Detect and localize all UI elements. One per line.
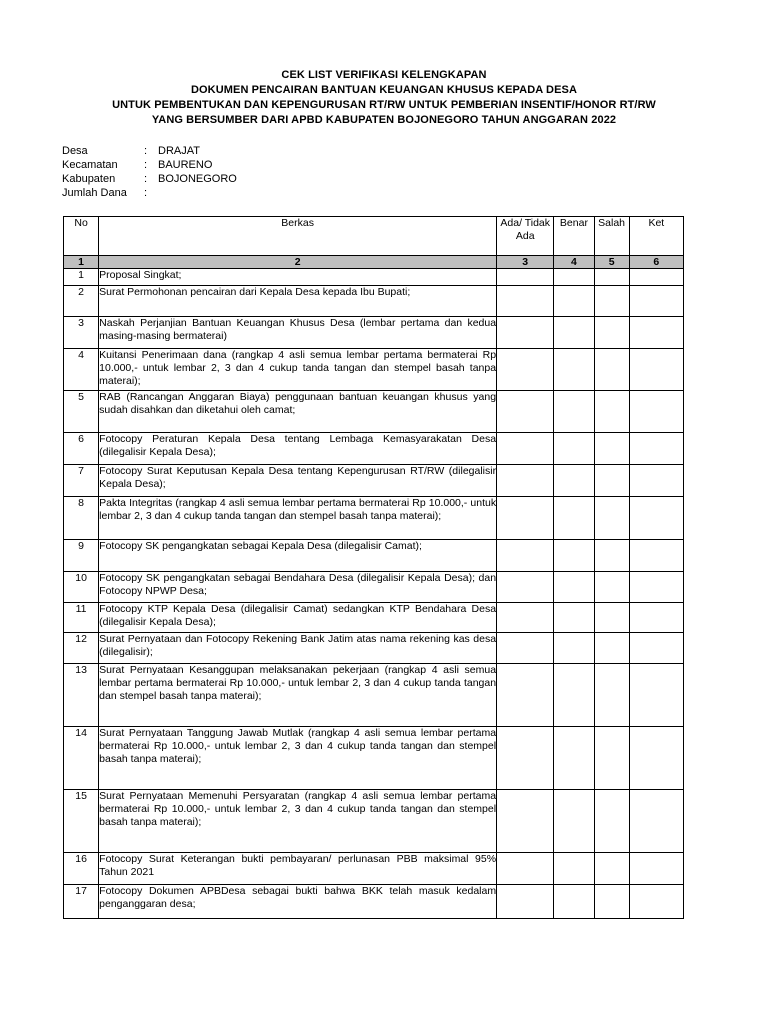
table-row: [64, 269, 684, 286]
info-desa: [62, 144, 237, 158]
row-number: 4: [64, 349, 99, 391]
ket-cell[interactable]: [629, 349, 683, 391]
row-number: 8: [64, 497, 99, 540]
row-number: 9: [64, 540, 99, 572]
table-row: [64, 633, 684, 664]
ada-cell[interactable]: [497, 391, 554, 433]
checklist-table: [63, 216, 684, 919]
row-number: 14: [64, 727, 99, 790]
info-value: DRAJAT: [158, 145, 200, 157]
benar-cell[interactable]: [554, 465, 594, 497]
ada-cell[interactable]: [497, 633, 554, 664]
info-label: Desa: [62, 145, 88, 157]
table-row: [64, 465, 684, 497]
table-row: [64, 885, 684, 919]
document-requirement: Fotocopy Dokumen APBDesa sebagai bukti bahwa BKK telah masuk kedalam penganggaran desa;: [99, 885, 497, 919]
ada-cell[interactable]: [497, 885, 554, 919]
ada-cell[interactable]: [497, 317, 554, 349]
col-header-ada: Ada/ Tidak Ada: [497, 217, 554, 256]
info-label: Kecamatan: [62, 159, 118, 171]
ket-cell[interactable]: [629, 497, 683, 540]
col-number: 5: [594, 256, 629, 269]
table-row: [64, 603, 684, 633]
benar-cell[interactable]: [554, 349, 594, 391]
ket-cell[interactable]: [629, 603, 683, 633]
salah-cell[interactable]: [594, 465, 629, 497]
document-requirement: Surat Pernyataan dan Fotocopy Rekening Bank Jatim atas nama rekening kas desa (dilegalisir);: [99, 633, 497, 664]
info-label: Kabupaten: [62, 173, 116, 185]
village-info: [62, 144, 237, 200]
document-requirement: RAB (Rancangan Anggaran Biaya) penggunaan bantuan keuangan khusus yang sudah disahkan dan diketahui oleh camat;: [99, 391, 497, 433]
ket-cell[interactable]: [629, 727, 683, 790]
table-row: [64, 664, 684, 727]
row-number: 12: [64, 633, 99, 664]
benar-cell[interactable]: [554, 433, 594, 465]
row-number: 1: [64, 269, 99, 286]
title-line-3: UNTUK PEMBENTUKAN DAN KEPENGURUSAN RT/RW UNTUK PEMBERIAN INSENTIF/HONOR RT/RW: [112, 99, 656, 111]
ada-cell[interactable]: [497, 540, 554, 572]
table-row: [64, 349, 684, 391]
document-requirement: Fotocopy SK pengangkatan sebagai Kepala Desa (dilegalisir Camat);: [99, 540, 497, 572]
ket-cell[interactable]: [629, 853, 683, 885]
benar-cell[interactable]: [554, 286, 594, 317]
table-row: [64, 391, 684, 433]
salah-cell[interactable]: [594, 727, 629, 790]
salah-cell[interactable]: [594, 885, 629, 919]
row-number: 5: [64, 391, 99, 433]
ket-cell[interactable]: [629, 465, 683, 497]
info-colon: :: [144, 145, 148, 157]
ada-cell[interactable]: [497, 853, 554, 885]
row-number: 6: [64, 433, 99, 465]
table-row: [64, 790, 684, 853]
salah-cell[interactable]: [594, 269, 629, 286]
document-requirement: Surat Permohonan pencairan dari Kepala Desa kepada Ibu Bupati;: [99, 286, 497, 317]
salah-cell[interactable]: [594, 633, 629, 664]
table-row: [64, 433, 684, 465]
salah-cell[interactable]: [594, 540, 629, 572]
document-requirement: Fotocopy SK pengangkatan sebagai Bendahara Desa (dilegalisir Kepala Desa); dan Fotocopy NPWP Desa;: [99, 572, 497, 603]
benar-cell[interactable]: [554, 603, 594, 633]
ket-cell[interactable]: [629, 790, 683, 853]
title-line-4: YANG BERSUMBER DARI APBD KABUPATEN BOJONEGORO TAHUN ANGGARAN 2022: [151, 114, 617, 126]
table-row: [64, 497, 684, 540]
salah-cell[interactable]: [594, 317, 629, 349]
info-colon: :: [144, 159, 148, 171]
document-requirement: Proposal Singkat;: [99, 269, 497, 286]
ket-cell[interactable]: [629, 540, 683, 572]
ket-cell[interactable]: [629, 391, 683, 433]
table-row: [64, 572, 684, 603]
ket-cell[interactable]: [629, 633, 683, 664]
info-colon: :: [144, 173, 148, 185]
document-requirement: Pakta Integritas (rangkap 4 asli semua lembar pertama bermaterai Rp 10.000,- untuk lembar 2, 3 dan 4 cukup tanda tangan dan stempel basah tanpa materai);: [99, 497, 497, 540]
salah-cell[interactable]: [594, 497, 629, 540]
ada-cell[interactable]: [497, 664, 554, 727]
document-requirement: Fotocopy KTP Kepala Desa (dilegalisir Camat) sedangkan KTP Bendahara Desa (dilegalisir Kepala Desa);: [99, 603, 497, 633]
salah-cell[interactable]: [594, 853, 629, 885]
document-requirement: Surat Pernyataan Kesanggupan melaksanakan pekerjaan (rangkap 4 asli semua lembar pertama bermaterai Rp 10.000,- untuk lembar 2, 3 dan 4 cukup tanda tangan dan stempel basah tanpa materai);: [99, 664, 497, 727]
salah-cell[interactable]: [594, 349, 629, 391]
document-requirement: Fotocopy Peraturan Kepala Desa tentang Lembaga Kemasyarakatan Desa (dilegalisir Kepala Desa);: [99, 433, 497, 465]
ket-cell[interactable]: [629, 572, 683, 603]
col-number: 4: [554, 256, 594, 269]
col-number: 2: [99, 256, 497, 269]
salah-cell[interactable]: [594, 286, 629, 317]
col-header-benar: Benar: [554, 217, 594, 256]
table-row: [64, 317, 684, 349]
benar-cell[interactable]: [554, 497, 594, 540]
col-number: 6: [629, 256, 683, 269]
title-line-1: CEK LIST VERIFIKASI KELENGKAPAN: [281, 69, 487, 81]
info-colon: :: [144, 187, 148, 199]
col-number: 3: [497, 256, 554, 269]
benar-cell[interactable]: [554, 572, 594, 603]
ada-cell[interactable]: [497, 286, 554, 317]
benar-cell[interactable]: [554, 317, 594, 349]
row-number: 15: [64, 790, 99, 853]
ada-cell[interactable]: [497, 572, 554, 603]
info-jumlah-dana: [62, 186, 237, 200]
ada-cell[interactable]: [497, 603, 554, 633]
row-number: 7: [64, 465, 99, 497]
salah-cell[interactable]: [594, 572, 629, 603]
row-number: 17: [64, 885, 99, 919]
col-header-no: No: [64, 217, 99, 256]
benar-cell[interactable]: [554, 633, 594, 664]
benar-cell[interactable]: [554, 853, 594, 885]
benar-cell[interactable]: [554, 727, 594, 790]
salah-cell[interactable]: [594, 603, 629, 633]
table-header-row: [64, 217, 684, 256]
table-row: [64, 286, 684, 317]
row-number: 16: [64, 853, 99, 885]
benar-cell[interactable]: [554, 664, 594, 727]
row-number: 11: [64, 603, 99, 633]
info-label: Jumlah Dana: [62, 187, 127, 199]
table-row: [64, 853, 684, 885]
ada-cell[interactable]: [497, 497, 554, 540]
column-number-row: [64, 256, 684, 269]
info-kabupaten: [62, 172, 237, 186]
document-requirement: Kuitansi Penerimaan dana (rangkap 4 asli semua lembar pertama bermaterai Rp 10.000,- untuk lembar 2, 3 dan 4 cukup tanda tangan dan stempel basah tanpa materai);: [99, 349, 497, 391]
info-value: BAURENO: [158, 159, 213, 171]
ket-cell[interactable]: [629, 885, 683, 919]
title-line-2: DOKUMEN PENCAIRAN BANTUAN KEUANGAN KHUSUS KEPADA DESA: [190, 84, 578, 96]
info-kecamatan: [62, 158, 237, 172]
ket-cell[interactable]: [629, 664, 683, 727]
ket-cell[interactable]: [629, 317, 683, 349]
ket-cell[interactable]: [629, 269, 683, 286]
document-requirement: Fotocopy Surat Keterangan bukti pembayaran/ perlunasan PBB maksimal 95% Tahun 2021: [99, 853, 497, 885]
benar-cell[interactable]: [554, 391, 594, 433]
ket-cell[interactable]: [629, 433, 683, 465]
document-requirement: Surat Pernyataan Tanggung Jawab Mutlak (rangkap 4 asli semua lembar pertama bermaterai Rp 10.000,- untuk lembar 2, 3 dan 4 cukup tanda tangan dan stempel basah tanpa materai);: [99, 727, 497, 790]
salah-cell[interactable]: [594, 790, 629, 853]
document-requirement: Naskah Perjanjian Bantuan Keuangan Khusus Desa (lembar pertama dan kedua masing-masing bermaterai): [99, 317, 497, 349]
info-value: BOJONEGORO: [158, 173, 237, 185]
document-requirement: Surat Pernyataan Memenuhi Persyaratan (rangkap 4 asli semua lembar pertama bermaterai Rp 10.000,- untuk lembar 2, 3 dan 4 cukup tanda tangan dan stempel basah tanpa materai);: [99, 790, 497, 853]
row-number: 13: [64, 664, 99, 727]
benar-cell[interactable]: [554, 885, 594, 919]
benar-cell[interactable]: [554, 790, 594, 853]
row-number: 10: [64, 572, 99, 603]
ket-cell[interactable]: [629, 286, 683, 317]
col-header-berkas: Berkas: [99, 217, 497, 256]
benar-cell[interactable]: [554, 269, 594, 286]
table-row: [64, 540, 684, 572]
ada-cell[interactable]: [497, 727, 554, 790]
row-number: 2: [64, 286, 99, 317]
row-number: 3: [64, 317, 99, 349]
benar-cell[interactable]: [554, 540, 594, 572]
ada-cell[interactable]: [497, 790, 554, 853]
document-title: [0, 68, 768, 128]
col-header-salah: Salah: [594, 217, 629, 256]
table-row: [64, 727, 684, 790]
ada-cell[interactable]: [497, 433, 554, 465]
salah-cell[interactable]: [594, 433, 629, 465]
salah-cell[interactable]: [594, 391, 629, 433]
col-header-ket: Ket: [629, 217, 683, 256]
col-number: 1: [64, 256, 99, 269]
ada-cell[interactable]: [497, 465, 554, 497]
document-requirement: Fotocopy Surat Keputusan Kepala Desa tentang Kepengurusan RT/RW (dilegalisir Kepala Desa);: [99, 465, 497, 497]
salah-cell[interactable]: [594, 664, 629, 727]
ada-cell[interactable]: [497, 269, 554, 286]
ada-cell[interactable]: [497, 349, 554, 391]
